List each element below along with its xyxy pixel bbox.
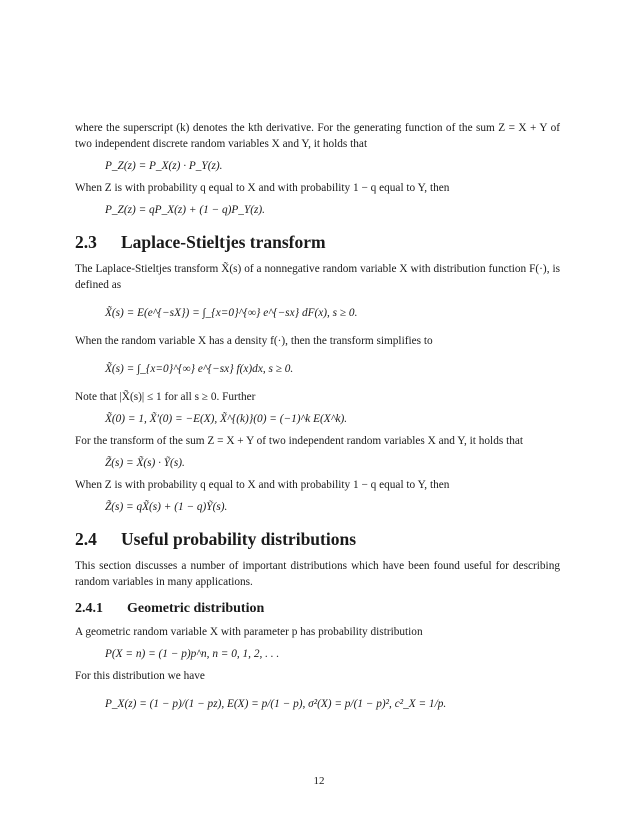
- paragraph: This section discusses a number of important distributions which have been found useful for describing random variables in many applications.: [75, 560, 560, 588]
- subsection-heading: [75, 600, 560, 618]
- equation: P_Z(z) = qP_X(z) + (1 − q)P_Y(z).: [105, 204, 265, 216]
- section-heading: [75, 528, 560, 550]
- paragraph: When the random variable X has a density f(·), then the transform simplifies to: [75, 335, 433, 347]
- section-heading: [75, 231, 560, 253]
- equation: P(X = n) = (1 − p)p^n, n = 0, 1, 2, . . .: [105, 648, 280, 660]
- section-number: 2.4: [75, 529, 97, 549]
- equation: Z̃(s) = qX̃(s) + (1 − q)Ỹ(s).: [105, 501, 228, 513]
- section-title: Laplace-Stieltjes transform: [121, 232, 326, 252]
- equation: P_Z(z) = P_X(z) · P_Y(z).: [105, 160, 223, 172]
- paragraph: A geometric random variable X with parameter p has probability distribution: [75, 626, 423, 638]
- section-title: Useful probability distributions: [121, 529, 357, 549]
- subsection-title: Geometric distribution: [127, 601, 265, 616]
- equation: X̃(s) = ∫_{x=0}^{∞} e^{−sx} f(x)dx, s ≥ 0.: [105, 363, 294, 375]
- section-number: 2.3: [75, 232, 97, 252]
- equation: Z̃(s) = X̃(s) · Ỹ(s).: [105, 457, 185, 469]
- paragraph: For this distribution we have: [75, 670, 205, 682]
- equation: X̃(s) = E(e^{−sX}) = ∫_{x=0}^{∞} e^{−sx} dF(x), s ≥ 0.: [105, 307, 358, 319]
- paragraph: For the transform of the sum Z = X + Y of two independent random variables X and Y, it holds that: [75, 435, 524, 447]
- paragraph: When Z is with probability q equal to X and with probability 1 − q equal to Y, then: [75, 479, 450, 491]
- equation: X̃(0) = 1, X̃′(0) = −E(X), X̃^{(k)}(0) = (−1)^k E(X^k).: [105, 413, 348, 425]
- equation: P_X(z) = (1 − p)/(1 − pz), E(X) = p/(1 − p), σ²(X) = p/(1 − p)², c²_X = 1/p.: [105, 698, 447, 710]
- paragraph: where the superscript (k) denotes the kth derivative. For the generating function of the sum Z = X + Y of two independent discrete random variables X and Y, it holds that: [75, 122, 560, 150]
- paragraph: When Z is with probability q equal to X and with probability 1 − q equal to Y, then: [75, 182, 450, 194]
- page-number: 12: [313, 775, 325, 787]
- paragraph: Note that |X̃(s)| ≤ 1 for all s ≥ 0. Further: [75, 391, 256, 403]
- paragraph: The Laplace-Stieltjes transform X̃(s) of a nonnegative random variable X with distribution function F(·), is defined as: [75, 263, 560, 291]
- subsection-number: 2.4.1: [75, 601, 103, 616]
- page-content: [75, 120, 560, 724]
